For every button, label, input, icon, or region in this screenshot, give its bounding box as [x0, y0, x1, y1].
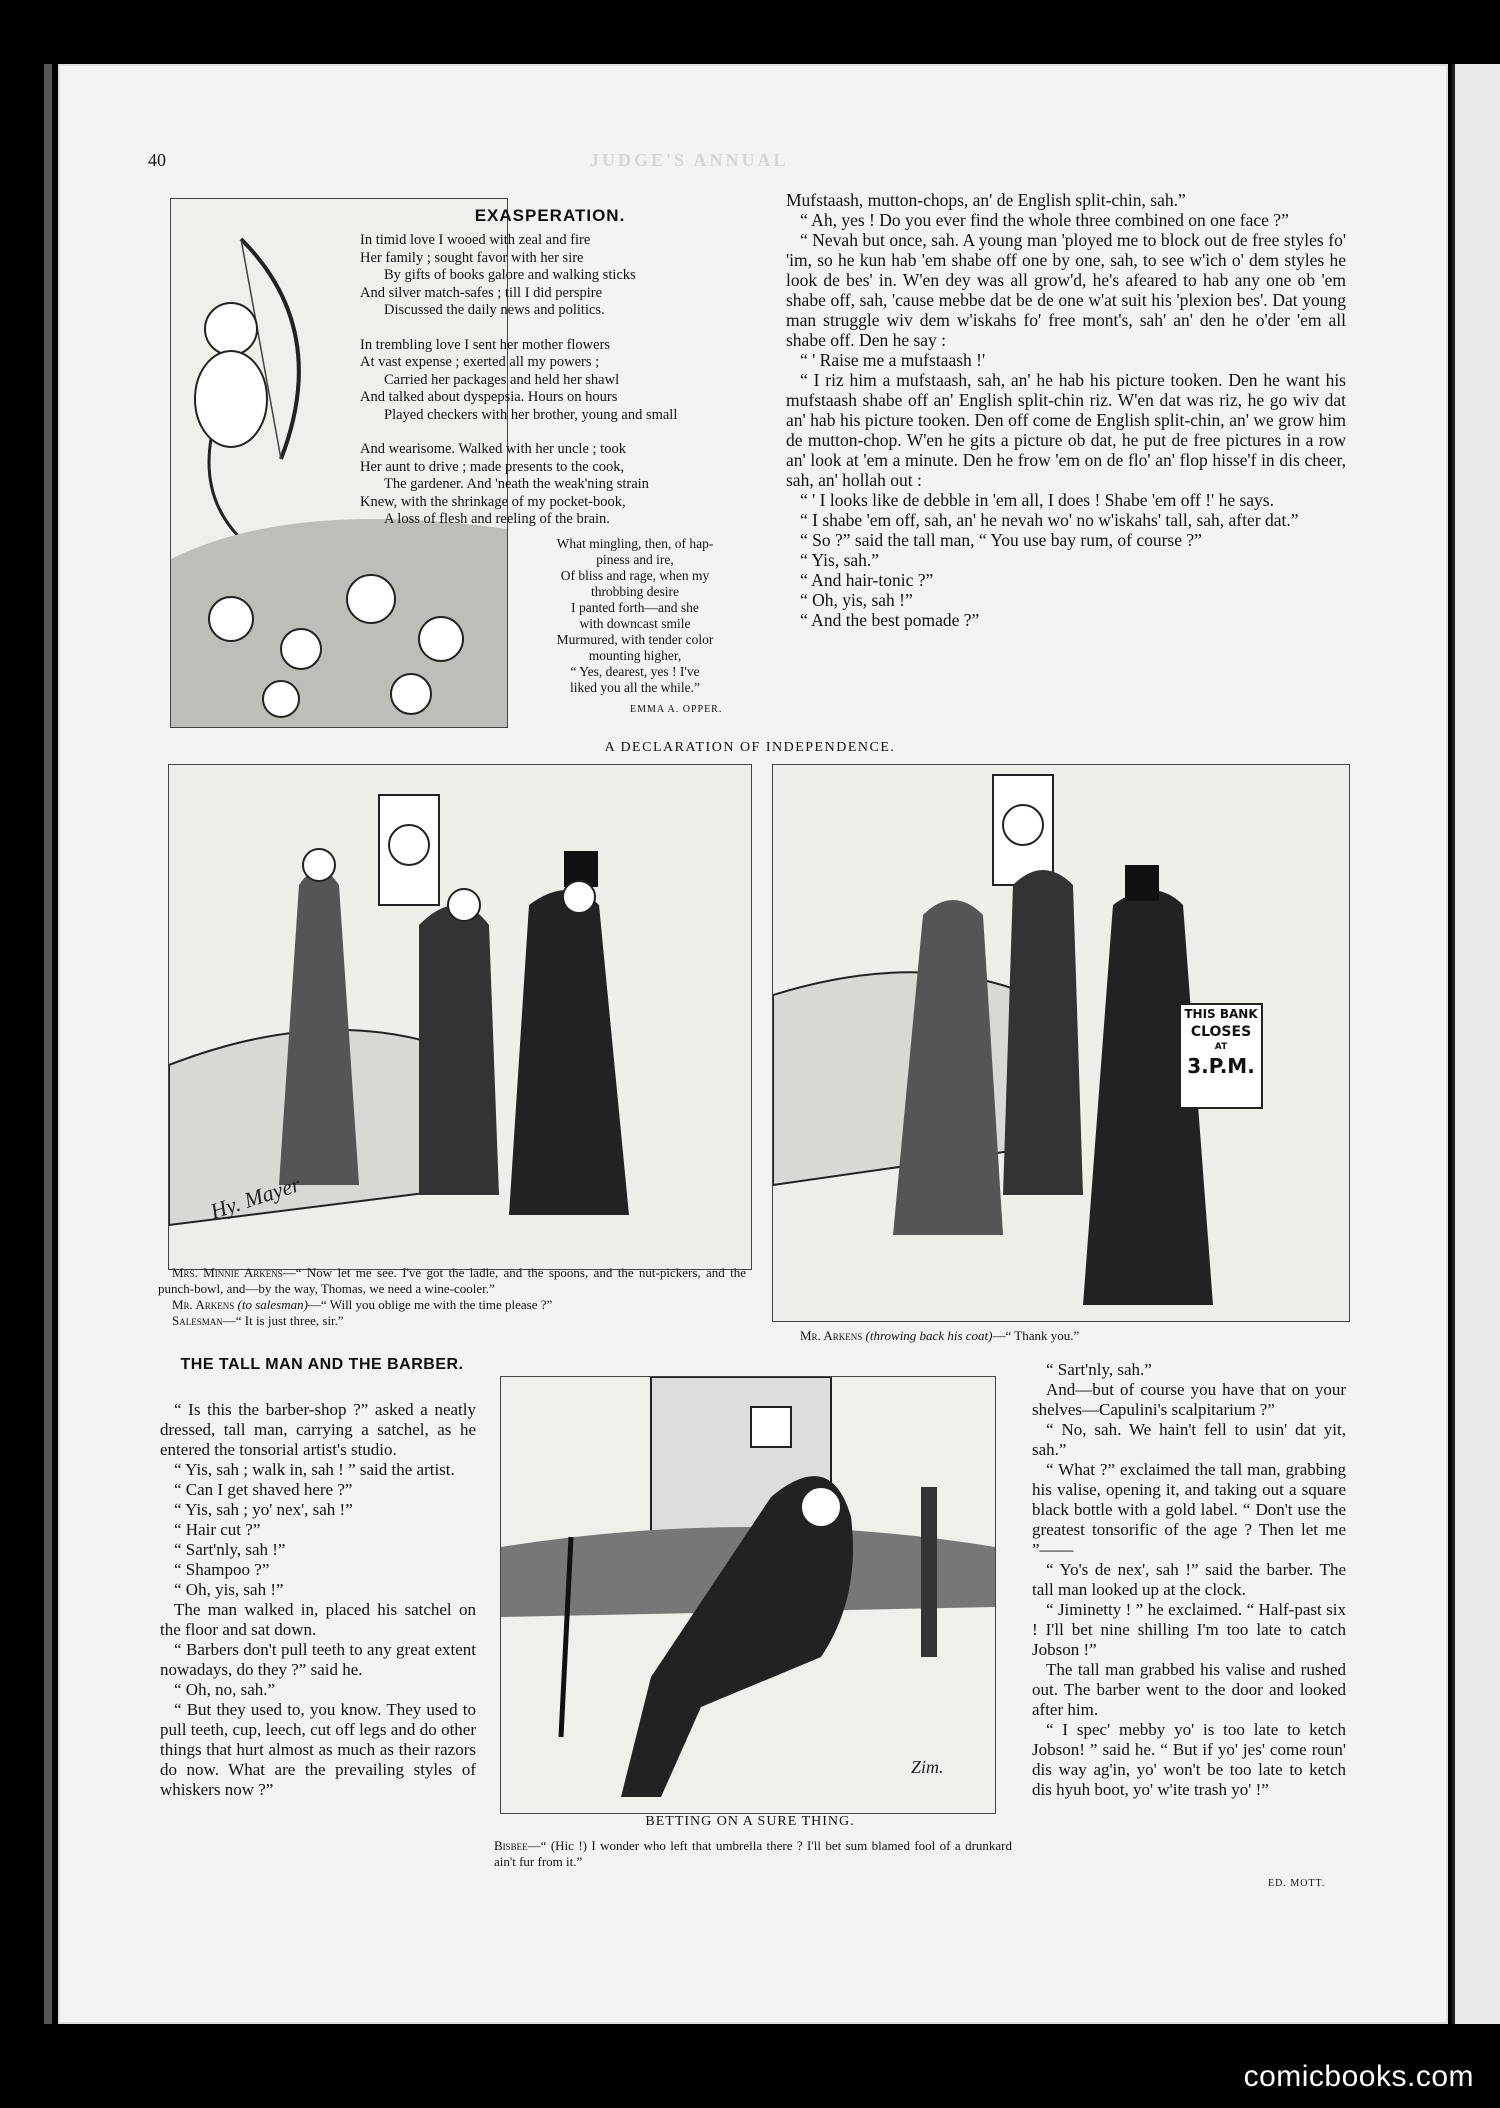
paragraph: “ So ?” said the tall man, “ You use bay rum, of course ?”: [800, 530, 1202, 550]
tall-man-title: THE TALL MAN AND THE BARBER.: [180, 1356, 464, 1373]
paragraph: “ Barbers don't pull teeth to any great extent nowadays, do they ?” said he.: [160, 1640, 476, 1679]
poem-line: I panted forth—and she: [571, 600, 699, 615]
poem-line: In trembling love I sent her mother flowers: [360, 336, 611, 353]
poem-line: liked you all the while.”: [569, 680, 701, 695]
jewelry-store-illustration-left: [168, 764, 752, 1270]
declaration-title: A DECLARATION OF INDEPENDENCE.: [604, 740, 896, 755]
poem-line: Her family ; sought favor with her sire: [360, 249, 584, 266]
paragraph: The man walked in, placed his satchel on the floor and sat down.: [160, 1600, 476, 1639]
caption-text: —“ Now let me see. I've got the ladle, and the spoons, and the nut-pickers, and the punch-bowl, and—by the way, Thomas, we need a wine-cooler.”: [158, 1265, 746, 1296]
caption-text: —“ Thank you.”: [992, 1328, 1080, 1343]
caption-speaker: Salesman: [172, 1313, 223, 1328]
paragraph: “ Yo's de nex', sah !” said the barber. The tall man looked up at the clock.: [1032, 1560, 1346, 1599]
paragraph: “ Is this the barber-shop ?” asked a neatly dressed, tall man, carrying a satchel, as he entered the tonsorial artist's studio.: [160, 1400, 476, 1459]
poem-line: mounting higher,: [588, 648, 682, 663]
caption-speaker: Mrs. Minnie Arkens: [172, 1265, 283, 1280]
poem-line: The gardener. And 'neath the weak'ning strain: [384, 476, 649, 492]
declaration-caption-right: [800, 1328, 1320, 1344]
poem-line: Her aunt to drive ; made presents to the cook,: [360, 458, 625, 475]
poem-line: “ Yes, dearest, yes ! I've: [570, 664, 700, 679]
poem-line: In timid love I wooed with zeal and fire: [360, 232, 591, 248]
tall-man-left-column: [160, 1400, 476, 1800]
poem-line: Played checkers with her brother, young and small: [384, 406, 678, 423]
binding-edge: [44, 64, 52, 2024]
poem-stanzas: [360, 232, 740, 529]
poem-line: And talked about dyspepsia. Hours on hours: [360, 389, 618, 405]
paragraph: “ And the best pomade ?”: [800, 610, 980, 630]
sign-line: THIS BANK: [1184, 1007, 1258, 1021]
poem-line: A loss of flesh and reeling of the brain.: [384, 511, 610, 527]
poem-line: What mingling, then, of hap-: [556, 536, 714, 551]
paragraph: “ What ?” exclaimed the tall man, grabbing his valise, opening it, and taking out a square black bottle with a gold label. “ Don't use the greatest tonsorific of the age ? Then let me ”——: [1032, 1460, 1346, 1559]
caption-aside: (throwing back his coat): [865, 1328, 993, 1343]
paragraph: “ Jiminetty ! ” he exclaimed. “ Half-past six ! I'll bet nine shilling I'm too late to catch Jobson !”: [1032, 1600, 1346, 1659]
paragraph: The tall man grabbed his valise and rushed out. The barber went to the door and looked after him.: [1032, 1660, 1346, 1719]
drunkard-illustration: [500, 1376, 996, 1814]
artist-signature: Hy. Mayer: [207, 1171, 304, 1224]
jewelry-store-illustration-right: [772, 764, 1350, 1322]
paragraph: “ Yis, sah.”: [800, 550, 880, 570]
poem-line: And wearisome. Walked with her uncle ; took: [360, 441, 626, 457]
poem-line: Of bliss and rage, when my: [560, 568, 710, 583]
paragraph: “ Oh, yis, sah !”: [800, 590, 913, 610]
next-page-edge: [1452, 64, 1500, 2024]
paragraph: “ Oh, no, sah.”: [174, 1680, 276, 1699]
betting-title: BETTING ON A SURE THING.: [645, 1814, 855, 1829]
tall-man-right-column: [1032, 1360, 1346, 1800]
poem-line: Murmured, with tender color: [556, 632, 714, 647]
poem-line: At vast expense ; exerted all my powers ;: [360, 354, 600, 370]
paragraph: “ Sart'nly, sah.”: [1046, 1360, 1152, 1379]
caption-speaker: Mr. Arkens: [800, 1328, 863, 1343]
poem-line: piness and ire,: [596, 552, 674, 567]
poem-title: EXASPERATION.: [474, 206, 626, 225]
caption-speaker: Mr. Arkens: [172, 1297, 235, 1312]
paragraph: “ ' I looks like de debble in 'em all, I does ! Shabe 'em off !' he says.: [800, 490, 1274, 510]
paragraph: “ Yis, sah ; walk in, sah ! ” said the artist.: [174, 1460, 455, 1479]
paragraph: “ I spec' mebby yo' is too late to ketch Jobson! ” said he. “ But if yo' jes' come roun' dis way ag'in, yo' won't be too late to ketch dis hyuh boot, yo' w'ite trash yo' !”: [1032, 1720, 1346, 1799]
barber-dialogue-top: [786, 190, 1346, 630]
declaration-caption-left: [158, 1265, 746, 1329]
story-author: ED. MOTT.: [1268, 1878, 1326, 1889]
caption-text: —“ Will you oblige me with the time please ?”: [307, 1297, 553, 1312]
poem-line: with downcast smile: [579, 616, 691, 631]
running-head: JUDGE'S ANNUAL: [590, 150, 789, 170]
paragraph: “ And hair-tonic ?”: [800, 570, 934, 590]
poem-line: Discussed the daily news and politics.: [384, 302, 605, 318]
paragraph: And—but of course you have that on your shelves—Capulini's scalpitarium ?”: [1032, 1380, 1346, 1419]
paragraph: “ No, sah. We hain't fell to usin' dat yit, sah.”: [1032, 1420, 1346, 1459]
bank-closes-sign: [1179, 1003, 1263, 1109]
paragraph: “ Nevah but once, sah. A young man 'ployed me to block out de free styles fo' 'im, so he kun hab 'em shabe off one by one, sah, to see w'ich o' dem styles he look de bes' in. W'en dey was all grow'd, he's afeared to hab any one ob 'em shabe off, sah, 'cause mebbe dat be de one w'at suit his 'plexion bes'. Dat young man struggle wiv dem w'iskahs fo' free mont's, sah' an' den he o'der 'em all shabe off. Den he say :: [786, 230, 1346, 350]
poem-line: Knew, with the shrinkage of my pocket-book,: [360, 493, 626, 510]
page-number: 40: [148, 150, 166, 170]
caption-text: —“ It is just three, sir.”: [222, 1313, 344, 1328]
poem-line: By gifts of books galore and walking sticks: [384, 267, 636, 283]
caption-aside: (to salesman): [237, 1297, 308, 1312]
caption-text: —“ (Hic !) I wonder who left that umbrella there ? I'll bet sum blamed fool of a drunkard ain't fur from it.”: [494, 1838, 1012, 1869]
paragraph: “ Ah, yes ! Do you ever find the whole three combined on one face ?”: [800, 210, 1289, 230]
poem-line: throbbing desire: [590, 584, 680, 599]
paragraph: “ Yis, sah ; yo' nex', sah !”: [174, 1500, 353, 1519]
paragraph: “ Hair cut ?”: [174, 1520, 261, 1539]
paragraph: “ But they used to, you know. They used to pull teeth, cup, leech, cut off legs and do other things that hurt almost as much as their razors do now. What are the prevailing styles of whiskers now ?”: [160, 1700, 476, 1799]
paragraph: Mufstaash, mutton-chops, an' de English split-chin, sah.”: [786, 190, 1186, 210]
poem-final-stanza: [530, 536, 740, 696]
paragraph: “ Oh, yis, sah !”: [174, 1580, 284, 1599]
paragraph: “ I riz him a mufstaash, sah, an' he hab his picture tooken. Den he want his mufstaash shabe off an' English split-chin riz. W'en dat was riz, he go wiv dat an' hab his picture tooken. Den off come de English split-chin, an' we grow him de mutton-chop. W'en he gits a picture ob dat, he put de free pictures in a row an' look at 'em a minute. Den he frow 'em on de flo' an' flop hisse'f in dis cheer, sah, an' hollah out :: [786, 370, 1346, 490]
paragraph: “ Shampoo ?”: [174, 1560, 270, 1579]
betting-caption: [494, 1838, 1012, 1870]
artist-signature: Zim.: [911, 1757, 944, 1777]
paragraph: “ Sart'nly, sah !”: [174, 1540, 286, 1559]
site-watermark: comicbooks.com: [1243, 2060, 1474, 2093]
poem-author: EMMA A. OPPER.: [630, 704, 723, 715]
caption-speaker: Bisbee: [494, 1838, 528, 1853]
paragraph: “ ' Raise me a mufstaash !': [800, 350, 986, 370]
paragraph: “ I shabe 'em off, sah, an' he nevah wo' no w'iskahs' tall, sah, after dat.”: [800, 510, 1299, 530]
sign-line: AT: [1214, 1042, 1228, 1052]
paragraph: “ Can I get shaved here ?”: [174, 1480, 353, 1499]
sign-line: CLOSES: [1190, 1024, 1252, 1040]
sign-line: 3.P.M.: [1187, 1054, 1255, 1078]
poem-line: And silver match-safes ; till I did perspire: [360, 284, 603, 301]
poem-line: Carried her packages and held her shawl: [384, 371, 620, 388]
